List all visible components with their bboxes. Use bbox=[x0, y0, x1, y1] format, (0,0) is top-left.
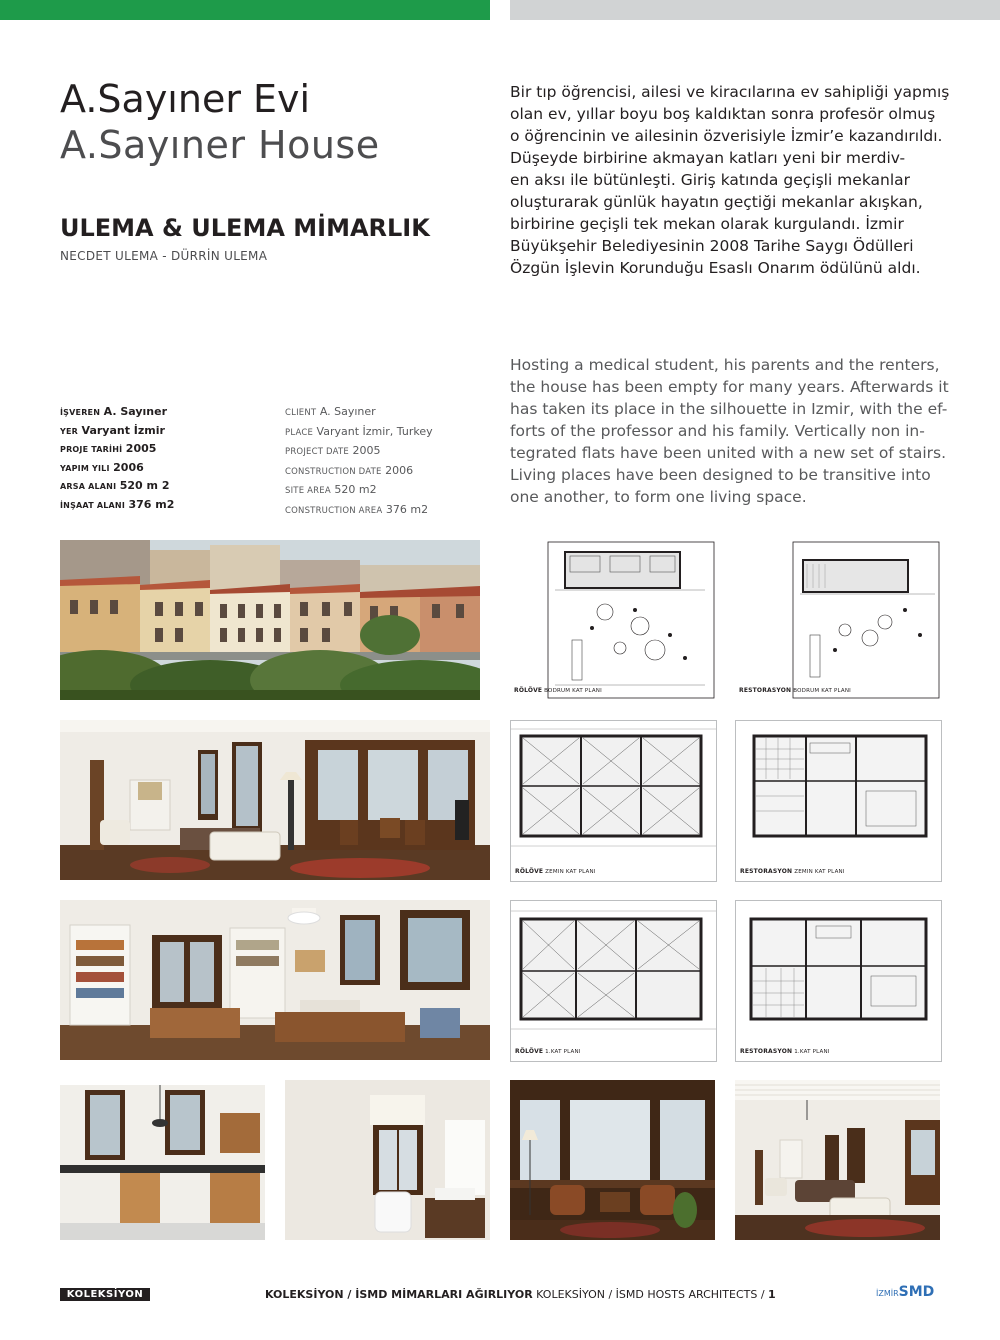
desc-tr-line: en aksı ile bütünleşti. Giriş katında geçişli mekanlar bbox=[510, 171, 911, 189]
firm-name: ULEMA & ULEMA MİMARLIK bbox=[60, 214, 430, 242]
desc-tr-line: Özgün İşlevin Korunduğu Esaslı Onarım ödülünü aldı. bbox=[510, 259, 921, 277]
info-row-construction-area: CONSTRUCTION AREA 376 m2 bbox=[285, 502, 429, 516]
plan-caption: RÖLÖVE 1.KAT PLANI bbox=[515, 1048, 581, 1055]
desc-tr-line: Büyükşehir Belediyesinin 2008 Tarihe Saygı Ödülleri bbox=[510, 237, 914, 255]
info-row-construction-date: YAPIM YILI 2006 bbox=[60, 460, 144, 474]
photo-window-seating bbox=[510, 1080, 715, 1240]
plan-survey-basement bbox=[510, 540, 715, 700]
plan-survey-first-floor bbox=[510, 900, 717, 1062]
footer-title-bold: KOLEKSİYON / İSMD MİMARLARI AĞIRLIYOR bbox=[265, 1288, 533, 1301]
desc-en-line: forts of the professor and his family. Vertically non in- bbox=[510, 422, 925, 440]
plan-restoration-first-floor bbox=[735, 900, 942, 1062]
desc-tr-line: olan ev, yıllar boyu boş kaldıktan sonra profesör olmuş bbox=[510, 105, 936, 123]
desc-tr-line: Düşeyde birbirine akmayan katları yeni bir merdiv- bbox=[510, 149, 906, 167]
desc-en-line: one another, to form one living space. bbox=[510, 488, 807, 506]
info-row-project-date: PROJECT DATE 2005 bbox=[285, 444, 381, 457]
desc-tr-line: Bir tıp öğrencisi, ailesi ve kiracılarına ev sahipliği yapmış bbox=[510, 83, 950, 101]
izmir-smd-logo bbox=[876, 1284, 934, 1300]
plan-survey-ground-floor bbox=[510, 720, 717, 882]
page-number: 1 bbox=[768, 1288, 776, 1301]
title-turkish: A.Sayıner Evi bbox=[60, 77, 311, 121]
desc-tr-line: oluşturarak günlük hayatın geçtiği mekanlar akışkan, bbox=[510, 193, 923, 211]
photo-living-room bbox=[60, 720, 490, 880]
top-grey-bar bbox=[510, 0, 1000, 20]
plan-caption: RÖLÖVE ZEMIN KAT PLANI bbox=[515, 868, 596, 875]
info-row-site-area: SITE AREA 520 m2 bbox=[285, 483, 377, 496]
info-row-place: PLACE Varyant İzmir, Turkey bbox=[285, 424, 433, 438]
desc-tr-line: birbirine geçişli tek mekan olarak kurgulandı. İzmir bbox=[510, 215, 904, 233]
info-row-construction-date: CONSTRUCTION DATE 2006 bbox=[285, 463, 414, 477]
desc-en-line: has taken its place in the silhouette in Izmir, with the ef- bbox=[510, 400, 948, 418]
desc-en-line: tegrated flats have been united with a new set of stairs. bbox=[510, 444, 947, 462]
footer-title-normal: KOLEKSİYON / İSMD HOSTS ARCHITECTS / bbox=[532, 1288, 769, 1301]
plan-caption: RESTORASYON BODRUM KAT PLANI bbox=[739, 687, 851, 694]
logo-small-text: İZMİR bbox=[876, 1289, 899, 1298]
plan-caption: RESTORASYON ZEMIN KAT PLANI bbox=[740, 868, 845, 875]
info-row-construction-area: İNŞAAT ALANI 376 m2 bbox=[60, 497, 175, 511]
plan-restoration-basement bbox=[735, 540, 940, 700]
description-english bbox=[510, 354, 950, 508]
desc-en-line: the house has been empty for many years. Afterwards it bbox=[510, 378, 949, 396]
plan-restoration-ground-floor bbox=[735, 720, 942, 882]
desc-en-line: Living places have been designed to be transitive into bbox=[510, 466, 931, 484]
photo-study-room bbox=[60, 900, 490, 1060]
info-row-place: YER Varyant İzmir bbox=[60, 423, 165, 437]
plan-caption: RESTORASYON 1.KAT PLANI bbox=[740, 1048, 830, 1055]
top-green-bar bbox=[0, 0, 490, 20]
architect-names: NECDET ULEMA - DÜRRİN ULEMA bbox=[60, 249, 268, 263]
photo-kitchen bbox=[60, 1085, 265, 1240]
title-english: A.Sayıner House bbox=[60, 123, 380, 167]
photo-street-exterior bbox=[60, 540, 480, 700]
desc-en-line: Hosting a medical student, his parents and the renters, bbox=[510, 356, 940, 374]
info-row-project-date: PROJE TARİHİ 2005 bbox=[60, 442, 157, 455]
logo-big-text: SMD bbox=[898, 1284, 935, 1300]
project-info-turkish bbox=[60, 403, 174, 514]
photo-bathroom bbox=[285, 1080, 490, 1240]
info-row-site-area: ARSA ALANI 520 m 2 bbox=[60, 479, 170, 492]
project-info-english bbox=[285, 403, 433, 520]
photo-living-room-corner bbox=[735, 1080, 940, 1240]
plan-caption: RÖLÖVE BODRUM KAT PLANI bbox=[514, 687, 602, 694]
info-row-client: CLIENT A. Sayıner bbox=[285, 405, 376, 418]
description-turkish bbox=[510, 81, 950, 279]
info-row-client: İŞVEREN A. Sayıner bbox=[60, 405, 168, 418]
desc-tr-line: o öğrencinin ve ailesinin özverisiyle İzmir’e kazandırıldı. bbox=[510, 127, 943, 145]
koleksiyon-logo: KOLEKSİYON bbox=[60, 1288, 150, 1301]
footer-running-title bbox=[265, 1288, 776, 1301]
